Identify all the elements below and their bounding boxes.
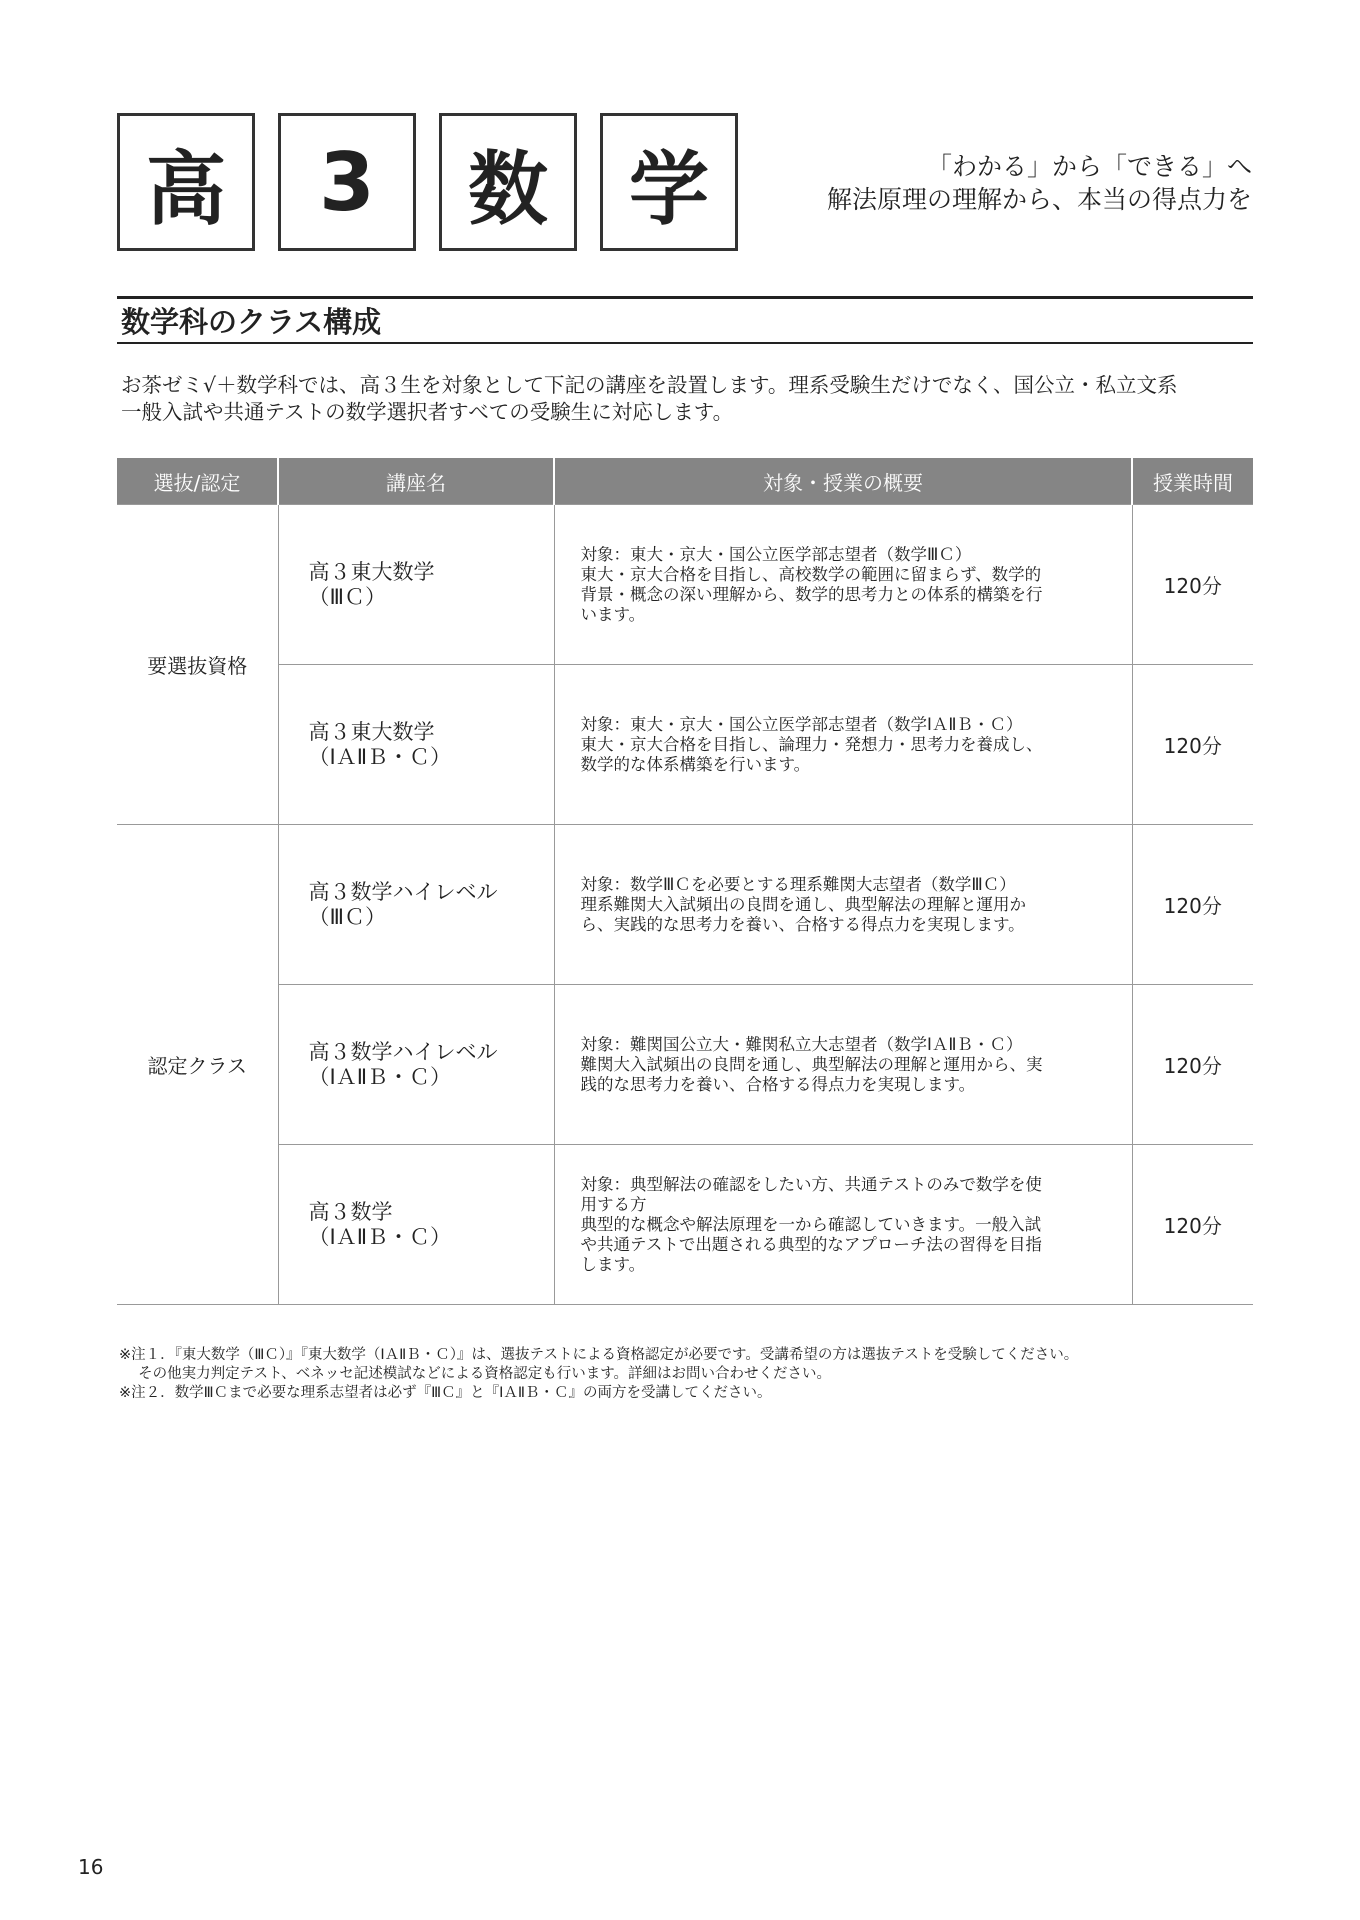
table-row: [117, 825, 1253, 985]
page-number: 16: [78, 1855, 104, 1879]
tagline-line: 「わかる」から「できる」へ: [926, 152, 1252, 181]
desc-line: 難関大入試頻出の良問を通し、典型解法の理解と運用から、実: [580, 1054, 1043, 1074]
desc-line: します。: [580, 1254, 646, 1274]
course-cell: [278, 1145, 554, 1305]
footnote-line: その他実力判定テスト、ベネッセ記述模試などによる資格認定も行います。詳細はお問い合わせください。: [119, 1366, 832, 1382]
intro-line: お茶ゼミ√＋数学科では、高３生を対象として下記の講座を設置します。理系受験生だけでなく、国公立・私立文系: [121, 373, 1178, 397]
course-cell: [278, 825, 554, 985]
desc-line: 用する方: [580, 1194, 647, 1214]
footnote-line: ※注２．数学ⅢＣまで必要な理系志望者は必ず『ⅢＣ』と『ⅠＡⅡＢ・Ｃ』の両方を受講してください。: [119, 1385, 772, 1401]
time-cell: 120分: [1132, 505, 1253, 665]
section-heading: [117, 296, 1253, 344]
course-name: 高３東大数学: [308, 559, 435, 584]
desc-line: 典型的な概念や解法原理を一から確認していきます。一般入試: [580, 1214, 1042, 1234]
time-cell: 120分: [1132, 1145, 1253, 1305]
title-char-box: 学: [600, 113, 738, 251]
header-overview: 対象・授業の概要: [554, 458, 1132, 505]
group-cell: 要選抜資格: [117, 505, 278, 825]
course-subject: （ⅢＣ）: [308, 584, 386, 609]
footnotes: [119, 1346, 1259, 1403]
group-cell: 認定クラス: [117, 825, 278, 1305]
desc-line: 東大・京大合格を目指し、論理力・発想力・思考力を養成し、: [580, 734, 1043, 754]
time-cell: 120分: [1132, 665, 1253, 825]
course-name: 高３東大数学: [308, 719, 435, 744]
course-cell: [278, 665, 554, 825]
course-name: 高３数学: [308, 1199, 393, 1224]
intro-paragraph: [121, 372, 1251, 426]
tagline-line: 解法原理の理解から、本当の得点力を: [826, 185, 1252, 214]
desc-cell: [554, 985, 1132, 1145]
table-row: [117, 505, 1253, 665]
desc-line: 対象：典型解法の確認をしたい方、共通テストのみで数学を使: [580, 1174, 1042, 1194]
class-table: [117, 458, 1253, 1305]
course-name: 高３数学ハイレベル: [308, 879, 498, 904]
desc-line: 対象：難関国公立大・難関私立大志望者（数学ⅠＡⅡＢ・Ｃ）: [580, 1034, 1023, 1054]
desc-cell: [554, 1145, 1132, 1305]
header-course: 講座名: [278, 458, 554, 505]
section-heading-text: 数学科のクラス構成: [121, 305, 382, 339]
header-selection: 選抜/認定: [117, 458, 278, 505]
footnote-line: ※注１．『東大数学（ⅢＣ）』『東大数学（ⅠＡⅡＢ・Ｃ）』は、選抜テストによる資格認定が必要です。受講希望の方は選抜テストを受験してください。: [119, 1347, 1079, 1363]
desc-line: います。: [580, 604, 646, 624]
desc-cell: [554, 825, 1132, 985]
desc-line: 対象：東大・京大・国公立医学部志望者（数学ⅠＡⅡＢ・Ｃ）: [580, 714, 1023, 734]
desc-line: ら、実践的な思考力を養い、合格する得点力を実現します。: [580, 914, 1025, 934]
course-subject: （ⅠＡⅡＢ・Ｃ）: [308, 1064, 452, 1089]
title-char-box: 3: [278, 113, 416, 251]
table-row: [117, 985, 1253, 1145]
course-cell: [278, 985, 554, 1145]
title-char-box: 高: [117, 113, 255, 251]
tagline: [827, 150, 1252, 216]
desc-line: 理系難関大入試頻出の良問を通し、典型解法の理解と運用か: [580, 894, 1026, 914]
course-subject: （ⅢＣ）: [308, 904, 386, 929]
intro-line: 一般入試や共通テストの数学選択者すべての受験生に対応します。: [121, 400, 734, 424]
table-row: [117, 665, 1253, 825]
desc-line: 数学的な体系構築を行います。: [580, 754, 811, 774]
desc-line: や共通テストで出題される典型的なアプローチ法の習得を目指: [580, 1234, 1042, 1254]
desc-line: 対象：東大・京大・国公立医学部志望者（数学ⅢＣ）: [580, 544, 972, 564]
time-cell: 120分: [1132, 985, 1253, 1145]
course-cell: [278, 505, 554, 665]
course-subject: （ⅠＡⅡＢ・Ｃ）: [308, 1224, 452, 1249]
desc-line: 践的な思考力を養い、合格する得点力を実現します。: [580, 1074, 976, 1094]
desc-line: 対象：数学ⅢＣを必要とする理系難関大志望者（数学ⅢＣ）: [580, 874, 1016, 894]
desc-line: 東大・京大合格を目指し、高校数学の範囲に留まらず、数学的: [580, 564, 1042, 584]
time-cell: 120分: [1132, 825, 1253, 985]
title-char-box: 数: [439, 113, 577, 251]
desc-cell: [554, 505, 1132, 665]
desc-cell: [554, 665, 1132, 825]
desc-line: 背景・概念の深い理解から、数学的思考力との体系的構築を行: [580, 584, 1043, 604]
course-name: 高３数学ハイレベル: [308, 1039, 498, 1064]
course-subject: （ⅠＡⅡＢ・Ｃ）: [308, 744, 452, 769]
table-header-row: [117, 458, 1253, 505]
header-time: 授業時間: [1132, 458, 1253, 505]
table-row: [117, 1145, 1253, 1305]
